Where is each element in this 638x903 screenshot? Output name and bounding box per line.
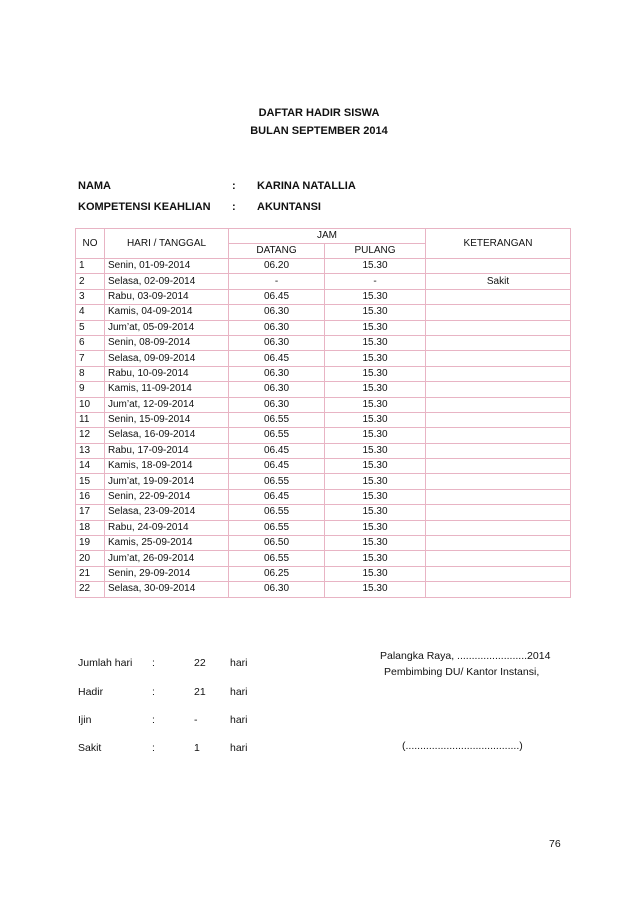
cell-pulang: 15.30: [325, 428, 426, 443]
header-day-date: HARI / TANGGAL: [105, 229, 229, 259]
summary-label: Ijin: [78, 714, 92, 726]
attendance-rows: [76, 259, 571, 598]
name-colon: :: [232, 180, 236, 192]
signature-role: Pembimbing DU/ Kantor Instansi,: [384, 666, 540, 678]
cell-keterangan: [426, 397, 571, 412]
cell-pulang: 15.30: [325, 335, 426, 350]
cell-pulang: 15.30: [325, 412, 426, 427]
cell-pulang: 15.30: [325, 443, 426, 458]
cell-day-date: Jum’at, 26-09-2014: [105, 551, 229, 566]
dept-colon: :: [232, 201, 236, 213]
summary-colon: :: [152, 742, 155, 754]
cell-day-date: Jum’at, 12-09-2014: [105, 397, 229, 412]
cell-keterangan: [426, 320, 571, 335]
summary-unit: hari: [230, 714, 248, 726]
cell-keterangan: [426, 412, 571, 427]
table-row: [76, 520, 571, 535]
summary-unit: hari: [230, 686, 248, 698]
cell-keterangan: [426, 582, 571, 597]
summary-value: 1: [194, 742, 200, 754]
cell-datang: -: [229, 274, 325, 289]
cell-keterangan: [426, 536, 571, 551]
table-row: [76, 412, 571, 427]
attendance-table: [75, 228, 571, 598]
cell-keterangan: [426, 428, 571, 443]
cell-keterangan: [426, 505, 571, 520]
cell-no: 8: [76, 366, 105, 381]
cell-no: 15: [76, 474, 105, 489]
cell-day-date: Kamis, 11-09-2014: [105, 382, 229, 397]
table-row: [76, 305, 571, 320]
cell-no: 9: [76, 382, 105, 397]
cell-no: 17: [76, 505, 105, 520]
cell-day-date: Rabu, 03-09-2014: [105, 289, 229, 304]
cell-no: 1: [76, 259, 105, 274]
cell-datang: 06.45: [229, 289, 325, 304]
cell-datang: 06.55: [229, 505, 325, 520]
dept-label: KOMPETENSI KEAHLIAN: [78, 201, 211, 213]
header-jam: JAM: [229, 229, 426, 244]
cell-datang: 06.30: [229, 582, 325, 597]
cell-no: 10: [76, 397, 105, 412]
name-value: KARINA NATALLIA: [257, 180, 356, 192]
cell-keterangan: [426, 551, 571, 566]
cell-day-date: Selasa, 16-09-2014: [105, 428, 229, 443]
cell-keterangan: [426, 474, 571, 489]
cell-no: 11: [76, 412, 105, 427]
cell-keterangan: [426, 289, 571, 304]
cell-keterangan: [426, 382, 571, 397]
cell-datang: 06.30: [229, 320, 325, 335]
cell-no: 18: [76, 520, 105, 535]
cell-keterangan: [426, 566, 571, 581]
table-row: [76, 259, 571, 274]
cell-datang: 06.25: [229, 566, 325, 581]
table-row: [76, 366, 571, 381]
header-pulang: PULANG: [325, 244, 426, 259]
cell-day-date: Rabu, 24-09-2014: [105, 520, 229, 535]
table-row: [76, 335, 571, 350]
cell-pulang: 15.30: [325, 582, 426, 597]
cell-day-date: Selasa, 30-09-2014: [105, 582, 229, 597]
cell-no: 4: [76, 305, 105, 320]
cell-datang: 06.50: [229, 536, 325, 551]
cell-datang: 06.30: [229, 397, 325, 412]
table-row: [76, 566, 571, 581]
cell-datang: 06.30: [229, 366, 325, 381]
cell-pulang: 15.30: [325, 259, 426, 274]
cell-datang: 06.45: [229, 443, 325, 458]
signature-name-line: (.......................................): [402, 740, 523, 752]
cell-day-date: Kamis, 18-09-2014: [105, 459, 229, 474]
cell-datang: 06.30: [229, 305, 325, 320]
cell-pulang: -: [325, 274, 426, 289]
table-row: [76, 489, 571, 504]
cell-datang: 06.30: [229, 335, 325, 350]
cell-pulang: 15.30: [325, 289, 426, 304]
table-row: [76, 428, 571, 443]
cell-pulang: 15.30: [325, 351, 426, 366]
cell-no: 20: [76, 551, 105, 566]
summary-label: Sakit: [78, 742, 102, 754]
document-subtitle: BULAN SEPTEMBER 2014: [250, 125, 388, 137]
summary-value: 22: [194, 657, 206, 669]
cell-keterangan: [426, 335, 571, 350]
cell-no: 19: [76, 536, 105, 551]
table-row: [76, 351, 571, 366]
cell-datang: 06.45: [229, 459, 325, 474]
table-row: [76, 474, 571, 489]
header-no: NO: [76, 229, 105, 259]
cell-no: 2: [76, 274, 105, 289]
cell-no: 3: [76, 289, 105, 304]
cell-datang: 06.55: [229, 474, 325, 489]
table-row: [76, 505, 571, 520]
cell-pulang: 15.30: [325, 474, 426, 489]
cell-no: 22: [76, 582, 105, 597]
cell-pulang: 15.30: [325, 305, 426, 320]
cell-keterangan: [426, 520, 571, 535]
cell-pulang: 15.30: [325, 397, 426, 412]
cell-day-date: Jum’at, 19-09-2014: [105, 474, 229, 489]
cell-pulang: 15.30: [325, 489, 426, 504]
cell-no: 7: [76, 351, 105, 366]
cell-pulang: 15.30: [325, 505, 426, 520]
cell-datang: 06.55: [229, 551, 325, 566]
cell-pulang: 15.30: [325, 320, 426, 335]
cell-datang: 06.55: [229, 412, 325, 427]
table-row: [76, 289, 571, 304]
cell-day-date: Jum’at, 05-09-2014: [105, 320, 229, 335]
cell-pulang: 15.30: [325, 520, 426, 535]
cell-datang: 06.55: [229, 520, 325, 535]
document-title: DAFTAR HADIR SISWA: [258, 107, 380, 119]
cell-day-date: Rabu, 17-09-2014: [105, 443, 229, 458]
cell-keterangan: [426, 489, 571, 504]
cell-keterangan: [426, 259, 571, 274]
table-row: [76, 320, 571, 335]
cell-datang: 06.20: [229, 259, 325, 274]
cell-pulang: 15.30: [325, 366, 426, 381]
cell-day-date: Rabu, 10-09-2014: [105, 366, 229, 381]
cell-datang: 06.30: [229, 382, 325, 397]
page-number: 76: [549, 838, 561, 850]
cell-day-date: Senin, 22-09-2014: [105, 489, 229, 504]
cell-day-date: Senin, 01-09-2014: [105, 259, 229, 274]
table-row: [76, 582, 571, 597]
table-row: [76, 536, 571, 551]
header-datang: DATANG: [229, 244, 325, 259]
cell-keterangan: [426, 305, 571, 320]
cell-pulang: 15.30: [325, 536, 426, 551]
cell-day-date: Senin, 15-09-2014: [105, 412, 229, 427]
cell-no: 16: [76, 489, 105, 504]
cell-day-date: Kamis, 25-09-2014: [105, 536, 229, 551]
table-row: [76, 382, 571, 397]
table-row: [76, 397, 571, 412]
cell-pulang: 15.30: [325, 566, 426, 581]
name-label: NAMA: [78, 180, 111, 192]
cell-no: 21: [76, 566, 105, 581]
summary-value: -: [194, 714, 198, 726]
summary-label: Hadir: [78, 686, 104, 698]
header-keterangan: KETERANGAN: [426, 229, 571, 259]
cell-keterangan: [426, 366, 571, 381]
cell-pulang: 15.30: [325, 382, 426, 397]
signature-place-date: Palangka Raya, ........................2014: [380, 650, 551, 662]
cell-no: 12: [76, 428, 105, 443]
summary-label: Jumlah hari: [78, 657, 133, 669]
cell-datang: 06.45: [229, 489, 325, 504]
cell-no: 6: [76, 335, 105, 350]
cell-day-date: Selasa, 09-09-2014: [105, 351, 229, 366]
cell-no: 5: [76, 320, 105, 335]
cell-keterangan: Sakit: [426, 274, 571, 289]
table-row: [76, 274, 571, 289]
table-row: [76, 459, 571, 474]
cell-day-date: Senin, 29-09-2014: [105, 566, 229, 581]
cell-no: 14: [76, 459, 105, 474]
cell-pulang: 15.30: [325, 551, 426, 566]
cell-day-date: Selasa, 23-09-2014: [105, 505, 229, 520]
cell-datang: 06.45: [229, 351, 325, 366]
cell-pulang: 15.30: [325, 459, 426, 474]
summary-unit: hari: [230, 742, 248, 754]
cell-day-date: Senin, 08-09-2014: [105, 335, 229, 350]
cell-day-date: Selasa, 02-09-2014: [105, 274, 229, 289]
table-row: [76, 443, 571, 458]
summary-value: 21: [194, 686, 206, 698]
summary-unit: hari: [230, 657, 248, 669]
summary-colon: :: [152, 657, 155, 669]
dept-value: AKUNTANSI: [257, 201, 321, 213]
cell-keterangan: [426, 351, 571, 366]
summary-colon: :: [152, 686, 155, 698]
cell-keterangan: [426, 443, 571, 458]
summary-colon: :: [152, 714, 155, 726]
cell-keterangan: [426, 459, 571, 474]
cell-no: 13: [76, 443, 105, 458]
table-row: [76, 551, 571, 566]
cell-day-date: Kamis, 04-09-2014: [105, 305, 229, 320]
cell-datang: 06.55: [229, 428, 325, 443]
